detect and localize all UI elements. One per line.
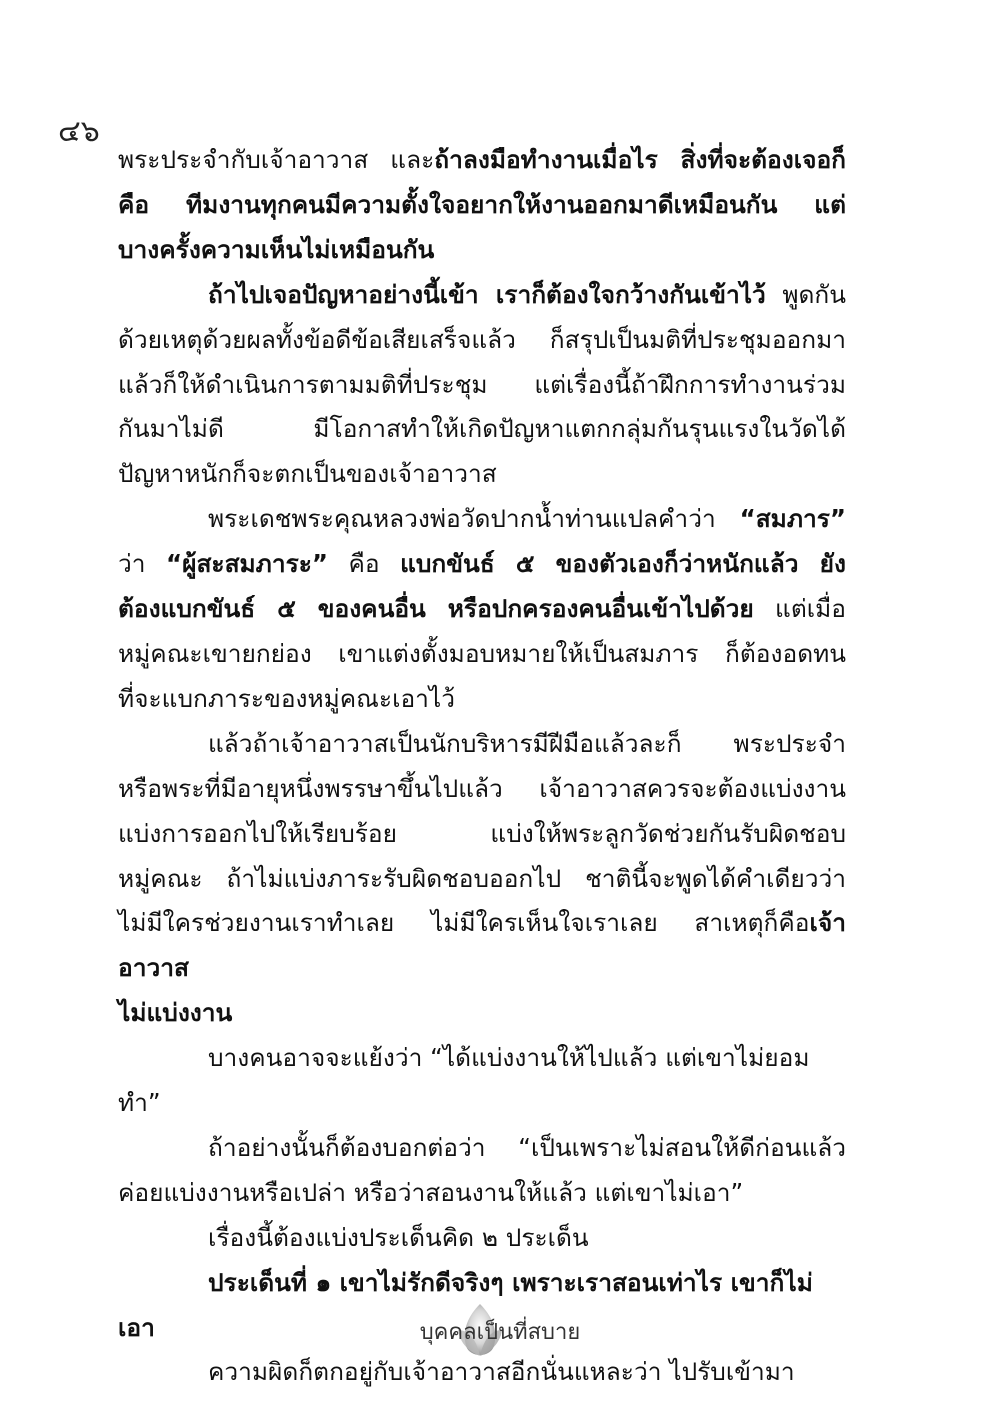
text-run: ไม่มีใครช่วยงานเราทำเลย ไม่มีใครเห็นใจเราเลย สาเหตุก็คือ [118,908,810,938]
body-text [118,138,846,1395]
text-line [118,1171,846,1216]
text-run: พระประจำกับเจ้าอาวาส และ [118,145,435,174]
text-run: ว่า [118,549,166,579]
page-footer [380,1296,620,1370]
text-run: ถ้าอย่างนั้นก็ต้องบอกต่อว่า “เป็นเพราะไม่สอนให้ดีก่อนแล้ว [208,1132,846,1162]
text-line [118,1036,846,1126]
text-line [118,407,846,452]
text-run: ด้วยเหตุด้วยผลทั้งข้อดีข้อเสียเสร็จแล้ว ก็สรุปเป็นมติที่ประชุมออกมา [118,324,846,354]
text-line [118,722,846,767]
bold-text-run: ถ้าไปเจอปัญหาอย่างนี้เข้า เราก็ต้องใจกว้างกันเข้าไว้ [208,279,766,309]
bold-text-run: บางครั้งความเห็นไม่เหมือนกัน [118,234,435,264]
text-run: ปัญหาหนักก็จะตกเป็นของเจ้าอาวาส [118,459,497,489]
text-line [118,1216,846,1261]
text-line [118,318,846,363]
bold-text-run: คือ ทีมงานทุกคนมีความตั้งใจอยากให้งานออกมาดีเหมือนกัน แต่ [118,189,846,219]
text-run: เรื่องนี้ต้องแบ่งประเด็นคิด ๒ ประเด็น [208,1222,589,1252]
text-line [118,1126,846,1171]
text-line [118,273,846,318]
bold-text-run: ต้องแบกขันธ์ ๕ ของคนอื่น หรือปกครองคนอื่นเข้าไปด้วย [118,594,754,624]
text-run: พูดกัน [765,279,847,309]
text-line [118,767,846,812]
text-line [118,991,846,1036]
text-run: หมู่คณะเขายกย่อง เขาแต่งตั้งมอบหมายให้เป็นสมภาร ก็ต้องอดทน [118,638,846,668]
text-line [118,857,846,902]
text-line [118,452,846,497]
text-line [118,812,846,857]
text-run: บางคนอาจจะแย้งว่า “ได้แบ่งงานให้ไปแล้ว แต่เขาไม่ยอมทำ” [118,1043,810,1118]
text-line [118,183,846,228]
text-run: แล้วถ้าเจ้าอาวาสเป็นนักบริหารมีฝีมือแล้วละก็ พระประจำ [208,728,846,758]
text-run: หรือพระที่มีอายุหนึ่งพรรษาขึ้นไปแล้ว เจ้าอาวาสควรจะต้องแบ่งงาน [118,773,846,803]
text-line [118,901,846,991]
text-run: กันมาไม่ดี มีโอกาสทำให้เกิดปัญหาแตกกลุ่มกันรุนแรงในวัดได้ [118,414,846,444]
text-line [118,632,846,677]
footer-book-title: บุคคลเป็นที่สบาย [419,1320,581,1345]
text-run: พระเดชพระคุณหลวงพ่อวัดปากน้ำท่านแปลคำว่า [208,504,740,534]
bold-text-run: ถ้าลงมือทำงานเมื่อไร สิ่งที่จะต้องเจอก็ [434,145,846,174]
text-run: ความผิดก็ตกอยู่กับเจ้าอาวาสอีกนั่นแหละว่า ไปรับเข้ามา [208,1357,795,1387]
text-run: แต่เมื่อ [753,594,846,624]
text-run: แล้วก็ให้ดำเนินการตามมติที่ประชุม แต่เรื่องนี้ถ้าฝึกการทำงานร่วม [118,369,846,399]
text-run: แบ่งการออกไปให้เรียบร้อย แบ่งให้พระลูกวัดช่วยกันรับผิดชอบ [118,818,846,848]
text-line [118,363,846,408]
text-line [118,587,846,632]
text-line [118,497,846,542]
bold-text-run: “สมภาร” [739,504,846,534]
text-line [118,677,846,722]
text-run: ค่อยแบ่งงานหรือเปล่า หรือว่าสอนงานให้แล้ว แต่เขาไม่เอา” [118,1177,744,1207]
bold-text-run: เจ้าอาวาส [118,908,846,983]
bold-text-run: ไม่แบ่งงาน [118,998,233,1028]
page-number: ๔๖ [58,114,100,149]
text-run: หมู่คณะ ถ้าไม่แบ่งภาระรับผิดชอบออกไป ชาตินี้จะพูดได้คำเดียวว่า [118,863,846,893]
text-run: ที่จะแบกภาระของหมู่คณะเอาไว้ [118,683,455,713]
bold-text-run: “ผู้สะสมภาระ” [166,549,329,579]
text-line [118,542,846,587]
text-run: คือ [328,549,401,579]
text-line [118,138,846,183]
bold-text-run: ประเด็นที่ ๑ เขาไม่รักดีจริงๆ เพราะเราสอนเท่าไร เขาก็ไม่เอา [118,1267,813,1342]
bold-text-run: แบกขันธ์ ๕ ของตัวเองก็ว่าหนักแล้ว ยัง [400,549,846,579]
text-line [118,228,846,273]
